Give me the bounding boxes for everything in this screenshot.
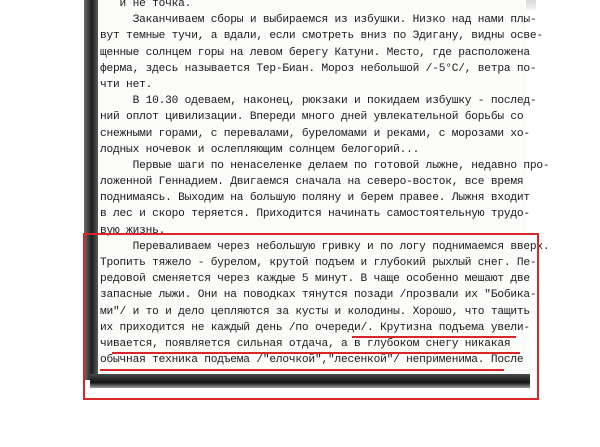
text-line: поднимаясь. Выходим на большую поляну и берем правее. Лыжня входит — [100, 192, 530, 205]
text-line: Тропить тяжело - бурелом, крутой подъем и глубокий рыхлый снег. Пе- — [100, 257, 537, 269]
text-line: чти нет. — [100, 78, 153, 91]
text-line: В 10.30 одеваем, наконец, рюкзаки и покидаем избушку - послед- — [100, 95, 537, 108]
text-line: щенные солнцем горы на левом берегу Катуни. Место, где расположена — [100, 46, 530, 59]
text-line: вую жизнь. — [100, 224, 166, 237]
text-line: чивается, появляется сильная отдача, а в глубоком снегу никакая — [100, 337, 511, 350]
text-line: Первые шаги по ненаселенке делаем по готовой лыжне, недавно про- — [100, 159, 550, 172]
text-line: ложенной Геннадием. Двигаемся сначала на северо-восток, все время — [100, 176, 524, 189]
text-line: вут темные тучи, а вдали, если смотреть вниз по Эдигану, видны осве- — [100, 30, 543, 43]
text-line: лодных ночевок и ослепляющим солнцем белогорий... — [100, 143, 420, 156]
text-line: их приходится не каждый день /по очереди/. Крутизна подъема увели- — [100, 321, 530, 334]
text-line: редовой сменяется через каждые 5 минут. В чаще особенно мешают две — [100, 273, 530, 286]
text-line: ний оплот цивилизации. Впереди много дней увлекательной борьбы со — [100, 111, 524, 124]
text-line: снежными горами, с перевалами, буреломами и реками, с морозами хо- — [100, 127, 530, 140]
text-line: обычная техника подъема /"елочкой","лесенкой"/ неприменима. После — [100, 354, 524, 367]
text-line: запасные лыжи. Они на поводках тянутся позади /прозвали их "Бобика- — [100, 289, 537, 302]
underline-mark — [112, 352, 520, 354]
text-line: и не точка. — [100, 0, 192, 10]
text-line: ферма, здесь называется Тер-Биан. Мороз небольшой /-5°С/, ветра по- — [100, 62, 537, 75]
highlight-box — [83, 233, 550, 400]
text-line: Заканчиваем сборы и выбираемся из избушки. Низко над нами плы- — [100, 14, 537, 27]
text-line: ми"/ и то и дело цепляются за кусты и колодины. Хорошо, что тащить — [100, 305, 530, 318]
underline-mark — [100, 369, 504, 371]
text-line: в лес и скоро теряется. Приходится начинать самостоятельную трудо- — [100, 208, 530, 221]
text-line: Переваливаем через небольшую гривку и по логу поднимаемся вверх. — [100, 240, 550, 253]
underline-mark — [352, 336, 516, 338]
